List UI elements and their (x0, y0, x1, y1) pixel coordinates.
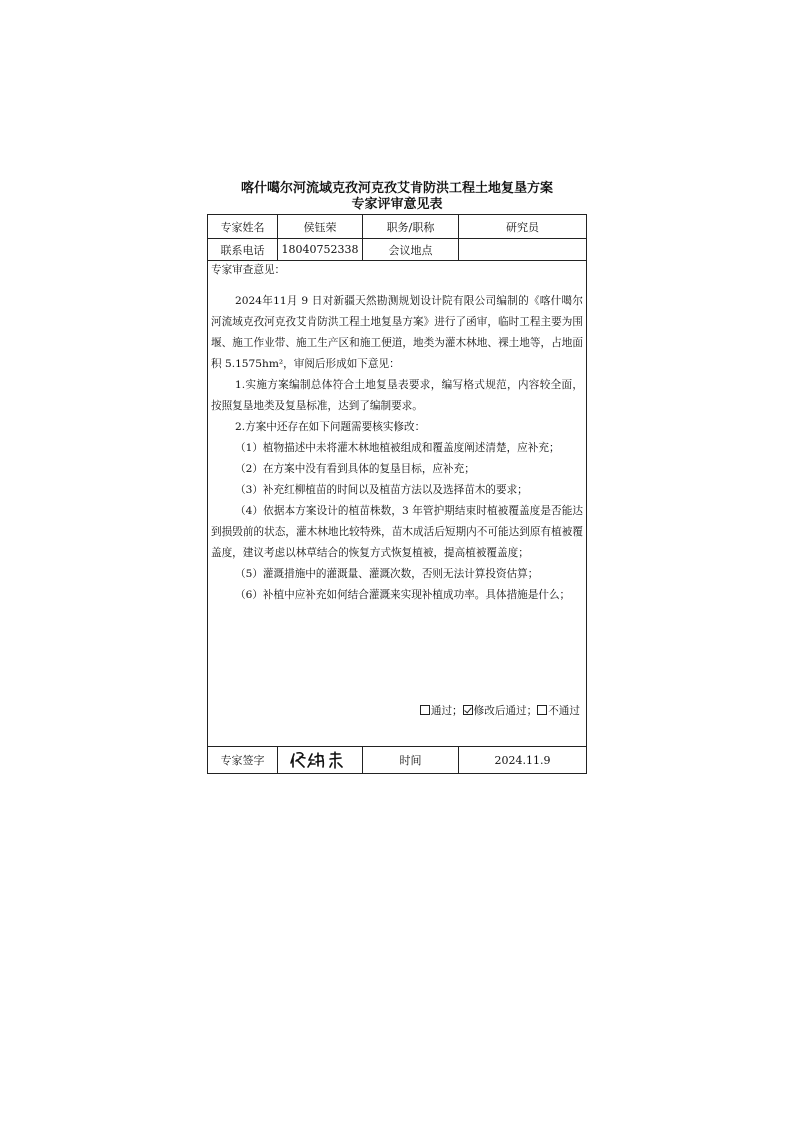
phone-value: 18040752338 (281, 243, 359, 256)
opinion-point-1: 1.实施方案编制总体符合土地复垦表要求，编写格式规范，内容较全面，按照复垦地类及复垦标准，达到了编制要求。 (211, 379, 583, 412)
opinion-item: （2）在方案中没有看到具体的复垦目标，应补充； (235, 463, 475, 475)
opinion-intro: 2024年11月 9 日对新疆天然勘测规划设计院有限公司编制的《喀什噶尔河流域克孜河克孜艾肯防洪工程土地复垦方案》进行了函审，临时工程主要为围堰、施工作业带、施工生产区和施工便道，地类为灌木林地、裸土地等，占地面积 5.1575hm²，审阅后形成如下意见： (211, 295, 583, 370)
phone-label: 联系电话 (220, 243, 265, 257)
decision-options (420, 703, 580, 718)
position-label: 职务/职称 (386, 220, 435, 234)
pass-checkbox[interactable] (420, 705, 430, 715)
opinion-point-2: 2.方案中还存在如下问题需要核实修改： (235, 421, 426, 433)
pass-after-revision-option-label: 修改后通过； (473, 705, 538, 717)
document-subtitle: 专家评审意见表 (351, 197, 443, 212)
signature-image (288, 749, 352, 771)
opinion-heading: 专家审查意见： (211, 264, 286, 276)
opinion-section (211, 260, 583, 606)
pass-after-revision-checkbox[interactable] (463, 705, 473, 715)
handwritten-signature (278, 747, 362, 773)
document-title: 喀什噶尔河流域克孜河克孜艾肯防洪工程土地复垦方案 (240, 181, 553, 196)
opinion-item: （4）依据本方案设计的植苗株数，3 年管护期结束时植被覆盖度是否能达到损毁前的状态，灌木林地比较特殊，苗木成活后短期内不可能达到原有植被覆盖度，建议考虑以林草结合的恢复方式恢复植被，提高植被覆盖度； (211, 505, 583, 559)
fail-checkbox[interactable] (537, 705, 547, 715)
signature-label: 专家签字 (220, 754, 265, 767)
name-value: 侯钰荣 (303, 220, 337, 234)
name-label: 专家姓名 (220, 220, 265, 234)
time-label: 时间 (399, 754, 422, 767)
position-value: 研究员 (506, 220, 539, 234)
opinion-item: （5）灌溉措施中的灌溉量、灌溉次数，否则无法计算投资估算； (235, 568, 539, 580)
review-form-table (207, 214, 587, 774)
opinion-item: （3）补充红柳植苗的时间以及植苗方法以及选择苗木的要求； (235, 484, 528, 496)
opinion-item: （6）补植中应补充如何结合灌溉来实现补植成功率。具体措施是什么； (235, 589, 571, 601)
fail-option-label: 不通过 (548, 705, 580, 717)
opinion-item: （1）植物描述中未将灌木林地植被组成和覆盖度阐述清楚，应补充； (235, 442, 560, 454)
venue-value (459, 239, 586, 260)
venue-label: 会议地点 (388, 243, 433, 257)
pass-option-label: 通过； (430, 705, 463, 717)
time-value: 2024.11.9 (494, 753, 551, 767)
